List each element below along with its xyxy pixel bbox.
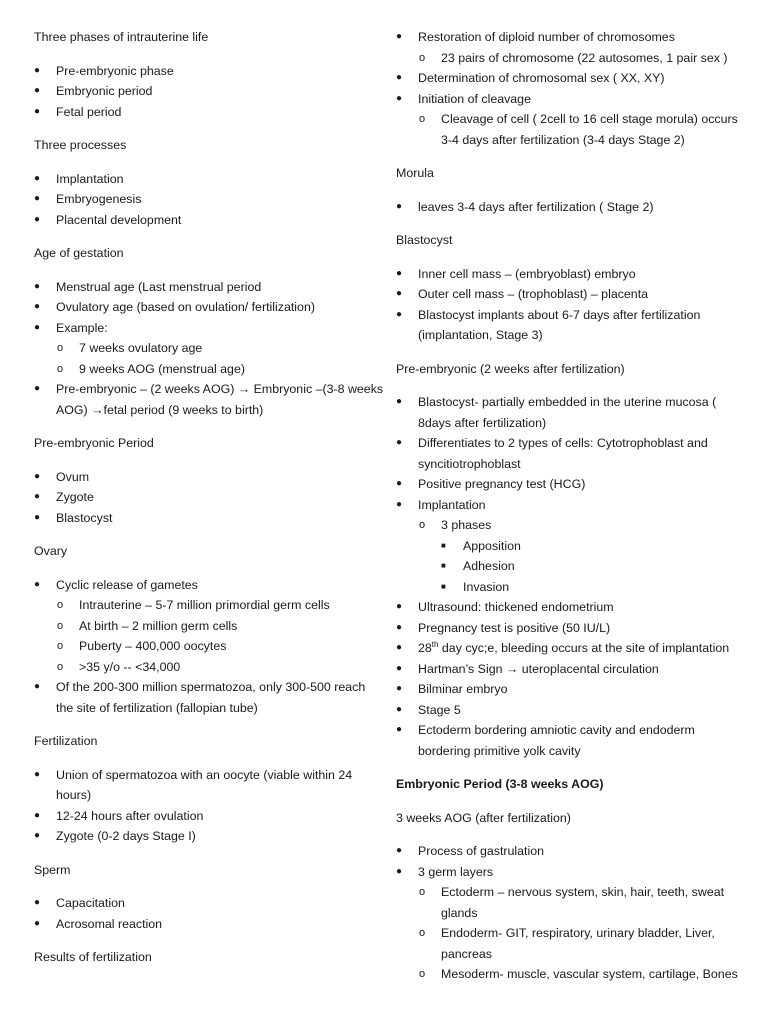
heading-morula: Morula (396, 166, 434, 180)
list-item: ● Hartman’s Sign → uteroplacental circulation (396, 659, 744, 680)
bullet-icon: ● (396, 642, 403, 653)
list-item: ● Ultrasound: thickened endometrium (396, 597, 744, 618)
bullet-icon: ● (34, 511, 41, 523)
bullet-icon: ● (34, 213, 41, 225)
list-item: ● Inner cell mass – (embryoblast) embryo (396, 264, 744, 285)
heading-results-of-fertilization: Results of fertilization (34, 950, 152, 964)
heading-pre-embryonic-period: Pre-embryonic Period (34, 436, 154, 450)
bullet-icon: ● (396, 92, 403, 104)
list-3-weeks-aog (396, 841, 744, 985)
list-item: ● Fetal period (34, 102, 384, 123)
list-item: ● Blastocyst implants about 6-7 days after fertilization (implantation, Stage 3) (396, 305, 744, 346)
bullet-icon: ● (34, 917, 41, 929)
list-item: ● Implantation (34, 169, 384, 190)
list-item: o At birth – 2 million germ cells (34, 616, 384, 637)
list-item: o 23 pairs of chromosome (22 autosomes, 1 pair sex ) (396, 48, 744, 69)
list-item: ● Pregnancy test is positive (50 IU/L) (396, 618, 744, 639)
circle-bullet-icon: o (57, 619, 64, 632)
list-item: ● Initiation of cleavage (396, 89, 744, 110)
list-item: ● Stage 5 (396, 700, 744, 721)
list-item: ● Acrosomal reaction (34, 914, 384, 935)
bullet-icon: ● (396, 845, 403, 856)
bullet-icon: ● (396, 662, 403, 674)
list-item: ● Blastocyst (34, 508, 384, 529)
heading-ovary: Ovary (34, 544, 68, 558)
list-item: ● Positive pregnancy test (HCG) (396, 474, 744, 495)
list-blastocyst (396, 264, 744, 346)
circle-bullet-icon: o (419, 113, 426, 125)
list-item: o 9 weeks AOG (menstrual age) (34, 359, 384, 380)
list-item: ■ Apposition (396, 536, 744, 557)
list-item: ● Embryogenesis (34, 189, 384, 210)
circle-bullet-icon: o (57, 362, 64, 375)
bullet-icon: ● (396, 683, 403, 694)
list-intrauterine-phases (34, 61, 384, 123)
bullet-icon: ● (34, 85, 41, 96)
circle-bullet-icon: o (419, 51, 426, 64)
bullet-icon: ● (34, 491, 41, 502)
bullet-icon: ● (396, 703, 403, 715)
list-item: o >35 y/o -- <34,000 (34, 657, 384, 678)
list-item: o 3 phases (396, 515, 744, 536)
list-results-continued (396, 27, 744, 150)
list-item: ● Process of gastrulation (396, 841, 744, 862)
heading-fertilization: Fertilization (34, 734, 98, 748)
list-item: ● Pre-embryonic phase (34, 61, 384, 82)
bullet-icon: ● (34, 830, 41, 841)
list-item: ● Differentiates to 2 types of cells: Cytotrophoblast and syncitiotrophoblast (396, 433, 744, 474)
heading-pre-embryonic-2-weeks: Pre-embryonic (2 weeks after fertilization) (396, 361, 625, 376)
bullet-icon: ● (34, 172, 41, 184)
list-item: ● Example: (34, 318, 384, 339)
heading-blastocyst: Blastocyst (396, 233, 453, 247)
bullet-icon: ● (396, 621, 403, 633)
bullet-icon: ● (34, 64, 41, 76)
bullet-icon: ● (396, 308, 403, 320)
bullet-icon: ● (34, 470, 41, 482)
list-item: ● Embryonic period (34, 81, 384, 102)
right-column (396, 27, 744, 985)
list-pre-embryonic-period (34, 467, 384, 529)
heading-intrauterine-phases: Three phases of intrauterine life (34, 30, 209, 44)
bullet-icon: ● (396, 478, 403, 489)
circle-bullet-icon: o (419, 519, 426, 531)
list-fertilization (34, 765, 384, 847)
heading-3-weeks-aog: 3 weeks AOG (after fertilization) (396, 810, 571, 825)
list-item: o Mesoderm- muscle, vascular system, cartilage, Bones (396, 964, 744, 985)
list-item: ● Ectoderm bordering amniotic cavity and endoderm bordering primitive yolk cavity (396, 720, 744, 761)
bullet-icon: ● (34, 193, 41, 204)
bullet-icon: ● (396, 72, 403, 83)
bullet-icon: ● (34, 301, 41, 312)
list-item: ● Restoration of diploid number of chromosomes (396, 27, 744, 48)
bullet-icon: ● (396, 724, 403, 735)
list-item: ● Outer cell mass – (trophoblast) – placenta (396, 284, 744, 305)
list-item: o Intrauterine – 5-7 million primordial germ cells (34, 595, 384, 616)
bullet-icon: ● (34, 105, 41, 117)
list-item: ● Zygote (0-2 days Stage I) (34, 826, 384, 847)
list-item: ■ Invasion (396, 577, 744, 598)
list-item: ● Placental development (34, 210, 384, 231)
list-three-processes (34, 169, 384, 231)
square-bullet-icon: ■ (441, 581, 446, 591)
square-bullet-icon: ■ (441, 561, 446, 570)
list-item: ● Bilminar embryo (396, 679, 744, 700)
list-item: o Cleavage of cell ( 2cell to 16 cell stage morula) occurs 3-4 days after fertilization (3-4 days Stage 2) (396, 109, 744, 150)
circle-bullet-icon: o (419, 968, 426, 980)
bullet-icon: ● (396, 267, 403, 279)
list-item: ● Ovulatory age (based on ovulation/ fertilization) (34, 297, 384, 318)
circle-bullet-icon: o (57, 342, 64, 354)
bullet-icon: ● (34, 768, 41, 780)
bullet-icon: ● (34, 280, 41, 292)
list-age-of-gestation (34, 277, 384, 421)
list-item: ● Pre-embryonic – (2 weeks AOG) → Embryonic –(3-8 weeks AOG) →fetal period (9 weeks to birth) (34, 379, 384, 420)
bullet-icon: ● (396, 396, 403, 407)
bullet-icon: ● (396, 31, 403, 42)
circle-bullet-icon: o (419, 886, 426, 898)
list-item: ● 28th day cyc;e, bleeding occurs at the site of implantation (396, 638, 744, 659)
list-item: ● 3 germ layers (396, 862, 744, 883)
circle-bullet-icon: o (57, 640, 64, 652)
bullet-icon: ● (396, 865, 403, 877)
list-item: ● Ovum (34, 467, 384, 488)
heading-embryonic-period: Embryonic Period (3-8 weeks AOG) (396, 777, 604, 791)
bullet-icon: ● (396, 288, 403, 299)
bullet-icon: ● (34, 578, 41, 590)
list-item: ● Capacitation (34, 893, 384, 914)
list-item: ● Implantation (396, 495, 744, 516)
bullet-icon: ● (34, 809, 41, 821)
square-bullet-icon: ■ (441, 540, 446, 550)
bullet-icon: ● (396, 200, 403, 212)
list-item: ● 12-24 hours after ovulation (34, 806, 384, 827)
list-pre-embryonic-2-weeks (396, 392, 744, 761)
bullet-icon: ● (34, 897, 41, 908)
list-item: o Puberty – 400,000 oocytes (34, 636, 384, 657)
bullet-icon: ● (396, 498, 403, 510)
list-item: ■ Adhesion (396, 556, 744, 577)
heading-age-of-gestation: Age of gestation (34, 246, 124, 260)
list-ovary (34, 575, 384, 719)
list-item: ● Menstrual age (Last menstrual period (34, 277, 384, 298)
list-item: ● Cyclic release of gametes (34, 575, 384, 596)
list-item: ● Union of spermatozoa with an oocyte (viable within 24 hours) (34, 765, 384, 806)
circle-bullet-icon: o (419, 927, 426, 939)
list-item: ● leaves 3-4 days after fertilization ( Stage 2) (396, 197, 744, 218)
bullet-icon: ● (396, 601, 403, 612)
list-item: o Endoderm- GIT, respiratory, urinary bladder, Liver, pancreas (396, 923, 744, 964)
left-column (34, 27, 384, 968)
circle-bullet-icon: o (57, 660, 64, 673)
list-morula (396, 197, 744, 218)
bullet-icon: ● (34, 383, 41, 394)
list-item: o 7 weeks ovulatory age (34, 338, 384, 359)
heading-sperm: Sperm (34, 862, 71, 877)
bullet-icon: ● (396, 437, 403, 448)
list-item: ● Zygote (34, 487, 384, 508)
heading-three-processes: Three processes (34, 138, 127, 152)
circle-bullet-icon: o (57, 599, 64, 611)
list-item: ● Determination of chromosomal sex ( XX, XY) (396, 68, 744, 89)
list-item: ● Blastocyst- partially embedded in the uterine mucosa ( 8days after fertilization) (396, 392, 744, 433)
bullet-icon: ● (34, 321, 41, 333)
list-sperm (34, 893, 384, 934)
list-item: ● Of the 200-300 million spermatozoa, only 300-500 reach the site of fertilization (fallopian tube) (34, 677, 384, 718)
bullet-icon: ● (34, 681, 41, 692)
list-item: o Ectoderm – nervous system, skin, hair, teeth, sweat glands (396, 882, 744, 923)
